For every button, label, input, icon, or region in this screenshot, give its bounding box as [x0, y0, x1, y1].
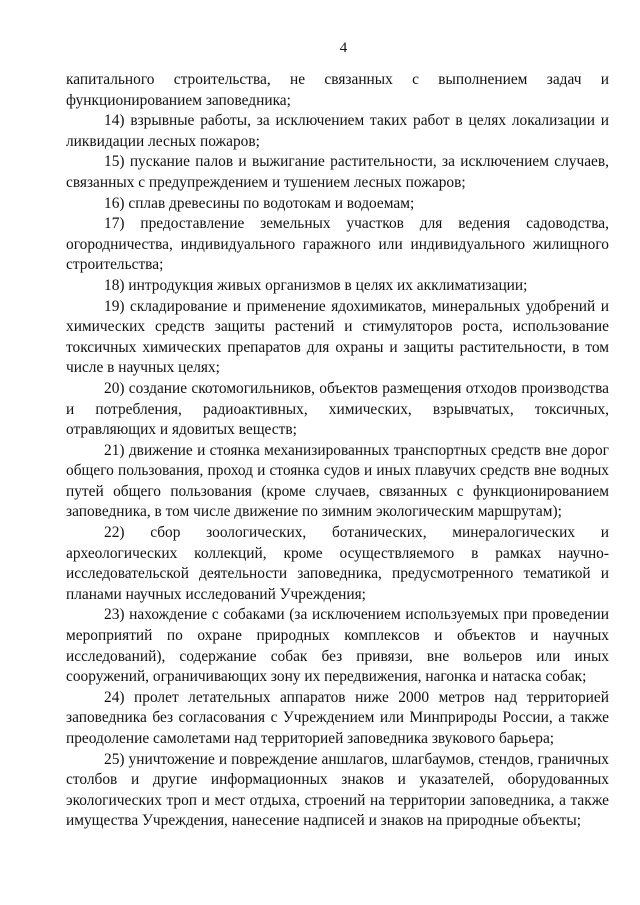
paragraph-item-14: 14) взрывные работы, за исключением таких работ в целях локализации и ликвидации лесных пожаров; [66, 112, 609, 150]
paragraph-item-25: 25) уничтожение и повреждение аншлагов, шлагбаумов, стендов, граничных столбов и другие информационных знаков и указателей, оборудованных экологических троп и мест отдыха, строений на территории заповедника, а также имущества Учреждения, нанесение надписей и знаков на природные объекты; [66, 750, 609, 830]
document-body [66, 70, 609, 832]
paragraph-item-17: 17) предоставление земельных участков для ведения садоводства, огородничества, индивидуального гаражного или индивидуального жилищного строительства; [66, 215, 609, 274]
paragraph-item-15: 15) пускание палов и выжигание растительности, за исключением случаев, связанных с предупреждением и тушением лесных пожаров; [66, 153, 609, 191]
paragraph-item-20: 20) создание скотомогильников, объектов размещения отходов производства и потребления, радиоактивных, химических, взрывчатых, токсичных, отравляющих и ядовитых веществ; [66, 379, 609, 439]
paragraph-item-22: 22) сбор зоологических, ботанических, минералогических и археологических коллекций, кроме осуществляемого в рамках научно-исследовательской деятельности заповедника, предусмотренного тематикой и планами научных исследований Учреждения; [66, 524, 609, 603]
page-number: 4 [339, 40, 348, 56]
paragraph-item-23: 23) нахождение с собаками (за исключением используемых при проведении мероприятий по охране природных комплексов и объектов и научных исследований), содержание собак без привязи, вне вольеров или иных сооружений, ограничивающих зону их передвижения, нагонка и натаска собак; [66, 606, 609, 686]
paragraph-item-19: 19) складирование и применение ядохимикатов, минеральных удобрений и химических средств защиты растений и стимуляторов роста, использование токсичных химических препаратов для охраны и защиты растительности, в том числе в научных целях; [66, 297, 609, 377]
paragraph-item-21: 21) движение и стоянка механизированных транспортных средств вне дорог общего пользования, проход и стоянка судов и иных плавучих средств вне водных путей общего пользования (кроме случаев, связанных с функционированием заповедника, в том числе движение по зимним экологическим маршрутам); [66, 441, 609, 521]
paragraph-item-18: 18) интродукция живых организмов в целях их акклиматизации; [104, 276, 528, 294]
paragraph-item-16: 16) сплав древесины по водотокам и водоемам; [104, 194, 415, 212]
paragraph-item-24: 24) пролет летательных аппаратов ниже 2000 метров над территорией заповедника без согласования с Учреждением или Минприроды России, а также преодоление самолетами над территорией заповедника звукового барьера; [66, 688, 609, 747]
paragraph-continuation: капитального строительства, не связанных с выполнением задач и функционированием заповедника; [66, 71, 609, 109]
